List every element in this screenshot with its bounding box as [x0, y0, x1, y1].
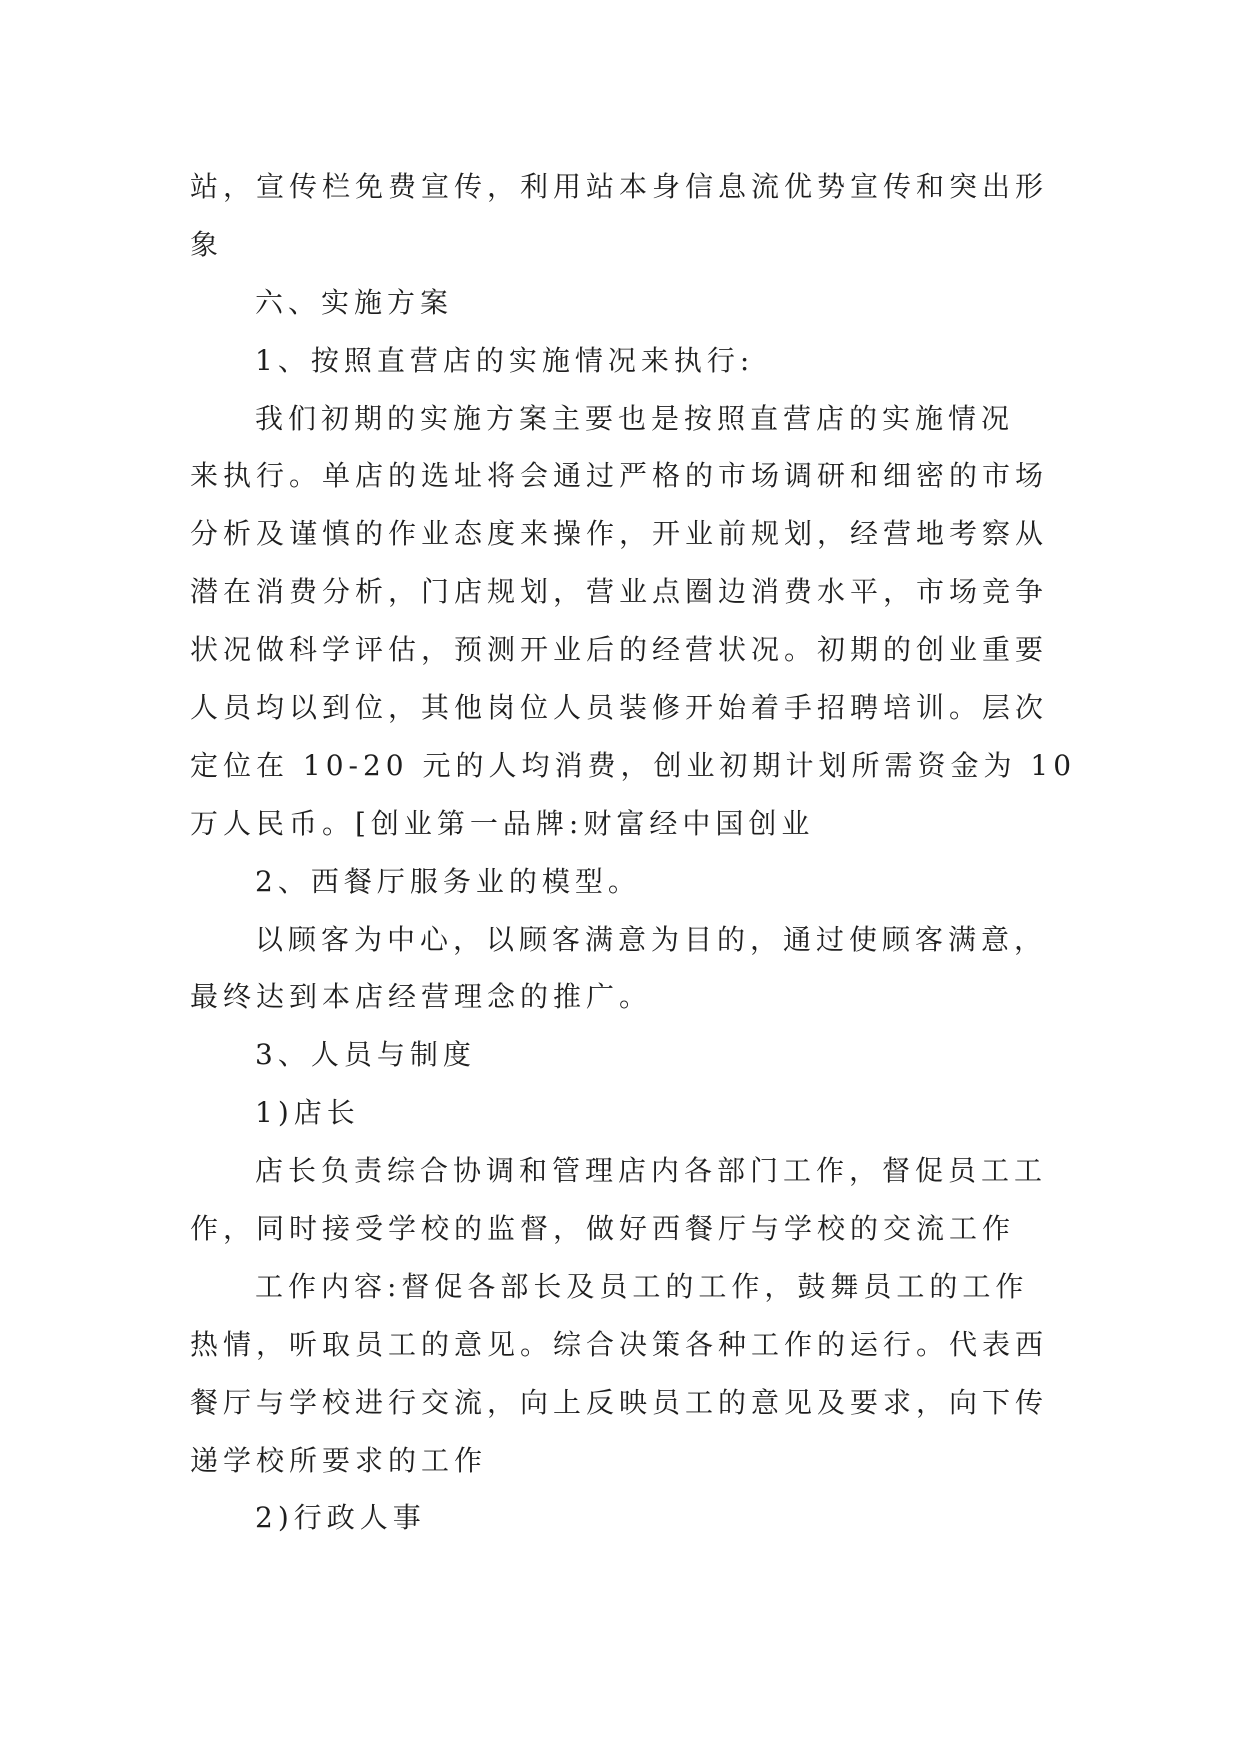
text-line: 我们初期的实施方案主要也是按照直营店的实施情况: [255, 401, 1015, 435]
text-line: 分析及谨慎的作业态度来操作，开业前规划，经营地考察从: [190, 517, 1049, 551]
text-line: 工作内容:督促各部长及员工的工作，鼓舞员工的工作: [255, 1269, 1029, 1303]
subsection-heading: [190, 332, 1090, 390]
text-line: 热情，听取员工的意见。综合决策各种工作的运行。代表西: [190, 1327, 1049, 1361]
paragraph: [190, 911, 1090, 1027]
text-line: 餐厅与学校进行交流，向上反映员工的意见及要求，向下传: [190, 1385, 1049, 1419]
text-line: 来执行。单店的选址将会通过严格的市场调研和细密的市场: [190, 459, 1049, 493]
text-line: 万人民币。[创业第一品牌:财富经中国创业: [190, 806, 815, 840]
text-line: 潜在消费分析，门店规划，营业点圈边消费水平，市场竞争: [190, 575, 1049, 609]
text-line: 1、按照直营店的实施情况来执行:: [255, 343, 755, 377]
text-line: 3、人员与制度: [255, 1038, 476, 1072]
text-line: 递学校所要求的工作: [190, 1443, 488, 1477]
paragraph-continued: [190, 158, 1090, 274]
text-line: 2)行政人事: [255, 1501, 426, 1535]
text-line: 店长负责综合协调和管理店内各部门工作，督促员工工: [255, 1154, 1048, 1188]
paragraph: [190, 390, 1090, 853]
text-line: 人员均以到位，其他岗位人员装修开始着手招聘培训。层次: [190, 691, 1049, 725]
section-heading: [190, 274, 1090, 332]
text-line: 2、西餐厅服务业的模型。: [255, 864, 641, 898]
item-heading: [190, 1489, 1090, 1547]
text-line: 象: [190, 227, 224, 261]
text-line: 1)店长: [255, 1096, 360, 1130]
text-line: 六、实施方案: [255, 285, 454, 319]
text-line: 定位在 10-20 元的人均消费，创业初期计划所需资金为 10: [190, 748, 1077, 782]
text-line: 以顾客为中心，以顾客满意为目的，通过使顾客满意，: [255, 922, 1048, 956]
text-line: 最终达到本店经营理念的推广。: [190, 980, 653, 1014]
text-line: 作，同时接受学校的监督，做好西餐厅与学校的交流工作: [190, 1212, 1016, 1246]
document-body: [190, 158, 1090, 1547]
paragraph: [190, 1142, 1090, 1258]
text-line: 站，宣传栏免费宣传，利用站本身信息流优势宣传和突出形: [190, 170, 1049, 203]
text-line: 状况做科学评估，预测开业后的经营状况。初期的创业重要: [190, 633, 1049, 667]
item-heading: [190, 1084, 1090, 1142]
subsection-heading: [190, 1026, 1090, 1084]
subsection-heading: [190, 853, 1090, 911]
paragraph: [190, 1258, 1090, 1490]
